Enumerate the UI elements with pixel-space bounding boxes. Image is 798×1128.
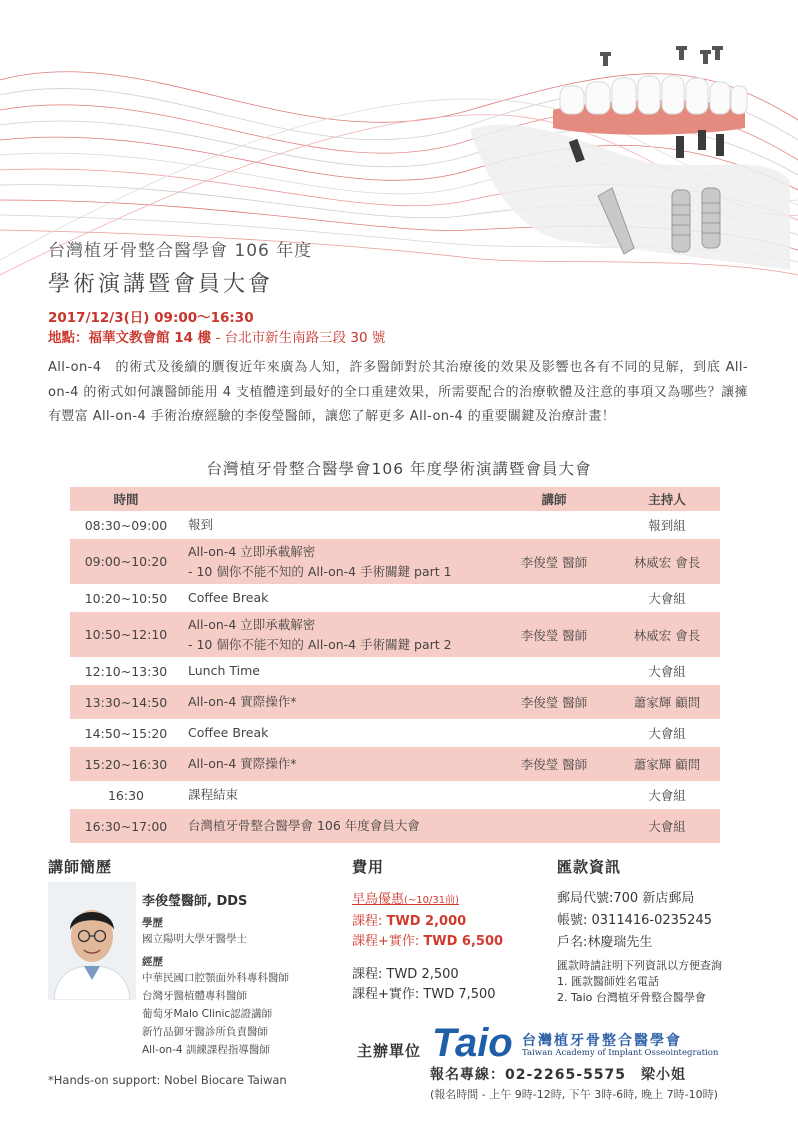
table-row xyxy=(70,747,720,781)
row-topic xyxy=(182,511,494,539)
row-speaker xyxy=(494,719,614,747)
row-host: 林威宏 會長 xyxy=(614,539,720,584)
row-speaker xyxy=(494,809,614,843)
row-topic-line1: Lunch Time xyxy=(188,663,260,678)
fee-section-title: 費用 xyxy=(352,858,385,876)
remit-note-item: 2. Taio 台灣植牙骨整合醫學會 xyxy=(557,991,706,1004)
row-topic xyxy=(182,584,494,612)
lecturer-bio xyxy=(142,890,332,1059)
row-time: 08:30~09:00 xyxy=(70,511,182,539)
remit-account: 帳號: 0311416-0235245 xyxy=(557,913,712,928)
remit-section-title: 匯款資訊 xyxy=(557,858,622,876)
remit-info xyxy=(557,888,787,1006)
organizer-label: 主辦單位 xyxy=(357,1042,422,1060)
table-row xyxy=(70,809,720,843)
header-time: 時間 xyxy=(70,487,182,511)
lecturer-portrait-image xyxy=(48,882,136,1000)
table-row xyxy=(70,612,720,657)
row-speaker: 李俊瑩 醫師 xyxy=(494,747,614,781)
row-topic-line1: Coffee Break xyxy=(188,725,269,740)
experience-item: 台灣牙醫植體專科醫師 xyxy=(142,990,247,1002)
early-course-amount: TWD 2,000 xyxy=(386,913,467,929)
registration-hours: (報名時間 - 上午 9時-12時, 下午 3時-6時, 晚上 7時-10時) xyxy=(430,1088,718,1101)
remit-post-office: 郵局代號:700 新店郵局 xyxy=(557,891,695,906)
remit-note-item: 1. 匯款醫師姓名電話 xyxy=(557,975,659,988)
row-time: 16:30~17:00 xyxy=(70,809,182,843)
early-bird-text: 早鳥優惠 xyxy=(352,892,405,907)
row-speaker xyxy=(494,657,614,685)
schedule-header-row xyxy=(70,487,720,511)
experience-item: 中華民國口腔顎面外科專科醫師 xyxy=(142,972,289,984)
early-combo-label: 課程+實作: xyxy=(352,934,424,949)
row-speaker xyxy=(494,511,614,539)
row-speaker: 李俊瑩 醫師 xyxy=(494,685,614,719)
row-time: 16:30 xyxy=(70,781,182,809)
row-time: 09:00~10:20 xyxy=(70,539,182,584)
row-host: 大會組 xyxy=(614,781,720,809)
row-topic-line1: All-on-4 實際操作* xyxy=(188,694,297,709)
row-topic-line1: All-on-4 立即承載解密 xyxy=(188,616,316,632)
event-title-line1: 台灣植牙骨整合醫學會 106 年度 xyxy=(48,241,313,261)
registration-hotline: 報名專線：02-2265-5575 梁小姐 xyxy=(430,1067,687,1083)
row-topic xyxy=(182,657,494,685)
row-host: 林威宏 會長 xyxy=(614,612,720,657)
organizer-name-en: Taiwan Academy of Implant Osseointegration xyxy=(522,1048,719,1058)
row-time: 12:10~13:30 xyxy=(70,657,182,685)
experience-item: 新竹品御牙醫診所負責醫師 xyxy=(142,1026,268,1038)
remit-holder: 戶名:林慶瑞先生 xyxy=(557,935,653,950)
row-speaker xyxy=(494,781,614,809)
header-topic xyxy=(182,487,494,511)
organizer-name-cn: 台灣植牙骨整合醫學會 xyxy=(522,1033,682,1049)
intro-paragraph: All-on-4 的術式及後續的贋復近年來廣為人知，許多醫師對於其治療後的效果及影響也各有不同的見解，到底 All-on-4 的術式如何讓醫師能用 4 支植體達到最好的全口重建效果，所需要配合的治療軟體及注意的事項又為哪些？讓擁有豐富 All-on-4 手術治療經驗的李俊瑩醫師，讓您了解更多 All-on-4 的重要關鍵及治療計畫！ xyxy=(48,360,748,424)
row-topic xyxy=(182,747,494,781)
row-topic xyxy=(182,781,494,809)
row-topic-line1: All-on-4 立即承載解密 xyxy=(188,543,316,559)
education-text: 國立陽明大學牙醫學士 xyxy=(142,933,247,945)
venue-label: 地點：福華文教會館 14 樓 xyxy=(48,330,212,346)
remit-note-title: 匯款時請註明下列資訊以方便查詢 xyxy=(557,959,722,972)
row-topic xyxy=(182,539,494,584)
row-time: 10:20~10:50 xyxy=(70,584,182,612)
row-speaker xyxy=(494,584,614,612)
venue-address: - 台北市新生南路三段 30 號 xyxy=(211,330,386,346)
row-topic-line1: 課程結束 xyxy=(188,787,239,802)
education-label: 學歷 xyxy=(142,917,163,929)
table-row xyxy=(70,719,720,747)
early-combo-amount: TWD 6,500 xyxy=(423,934,504,949)
row-speaker: 李俊瑩 醫師 xyxy=(494,612,614,657)
table-row xyxy=(70,584,720,612)
row-speaker: 李俊瑩 醫師 xyxy=(494,539,614,584)
row-topic-line1: 報到 xyxy=(188,517,214,532)
lecturer-section-title: 講師簡歷 xyxy=(48,858,113,876)
table-row xyxy=(70,539,720,584)
row-time: 13:30~14:50 xyxy=(70,685,182,719)
row-host: 蕭家輝 顧問 xyxy=(614,747,720,781)
row-topic-line2: - 10 個你不能不知的 All-on-4 手術關鍵 part 1 xyxy=(188,563,452,579)
row-topic-line2: - 10 個你不能不知的 All-on-4 手術關鍵 part 2 xyxy=(188,636,452,652)
event-title-line2: 學術演講暨會員大會 xyxy=(48,272,274,297)
row-time: 10:50~12:10 xyxy=(70,612,182,657)
row-topic xyxy=(182,685,494,719)
header-speaker: 講師 xyxy=(494,487,614,511)
event-title xyxy=(48,236,312,298)
experience-label: 經歷 xyxy=(142,956,163,968)
schedule-title: 台灣植牙骨整合醫學會106 年度學術演講暨會員大會 xyxy=(206,460,592,478)
event-venue xyxy=(48,326,385,346)
row-host: 大會組 xyxy=(614,657,720,685)
row-time: 14:50~15:20 xyxy=(70,719,182,747)
combo-price: 課程+實作: TWD 7,500 xyxy=(352,987,496,1002)
svg-text:Taio: Taio xyxy=(432,1021,513,1062)
header-host: 主持人 xyxy=(614,487,720,511)
row-topic xyxy=(182,719,494,747)
table-row xyxy=(70,657,720,685)
early-bird-deadline: (~10/31前) xyxy=(404,895,460,906)
taio-logo-mark xyxy=(430,1018,522,1062)
row-topic-line1: Coffee Break xyxy=(188,590,269,605)
hands-on-support-note: *Hands-on support: Nobel Biocare Taiwan xyxy=(48,1073,287,1087)
row-host: 大會組 xyxy=(614,719,720,747)
table-row xyxy=(70,685,720,719)
lecturer-name: 李俊瑩醫師, DDS xyxy=(142,894,248,909)
row-host: 蕭家輝 顧問 xyxy=(614,685,720,719)
row-topic-line1: 台灣植牙骨整合醫學會 106 年度會員大會 xyxy=(188,818,420,833)
early-combo-price xyxy=(352,932,503,953)
schedule-table xyxy=(70,487,720,843)
row-topic xyxy=(182,809,494,843)
early-bird-label xyxy=(352,890,503,912)
row-host: 大會組 xyxy=(614,584,720,612)
row-host: 大會組 xyxy=(614,809,720,843)
experience-item: 葡萄牙Malo Clinic認證講師 xyxy=(142,1008,273,1020)
taio-logo xyxy=(430,1018,522,1066)
early-course-label: 課程: xyxy=(352,913,387,929)
table-row xyxy=(70,781,720,809)
early-course-price xyxy=(352,912,503,933)
row-topic xyxy=(182,612,494,657)
row-time: 15:20~16:30 xyxy=(70,747,182,781)
event-datetime: 2017/12/3(日) 09:00～16:30 xyxy=(48,310,254,326)
fee-info xyxy=(352,890,503,1006)
lecturer-photo xyxy=(48,882,136,1000)
experience-item: All-on-4 訓練課程指導醫師 xyxy=(142,1044,270,1056)
course-price: 課程: TWD 2,500 xyxy=(352,966,459,982)
row-host: 報到組 xyxy=(614,511,720,539)
table-row xyxy=(70,511,720,539)
row-topic-line1: All-on-4 實際操作* xyxy=(188,756,297,771)
